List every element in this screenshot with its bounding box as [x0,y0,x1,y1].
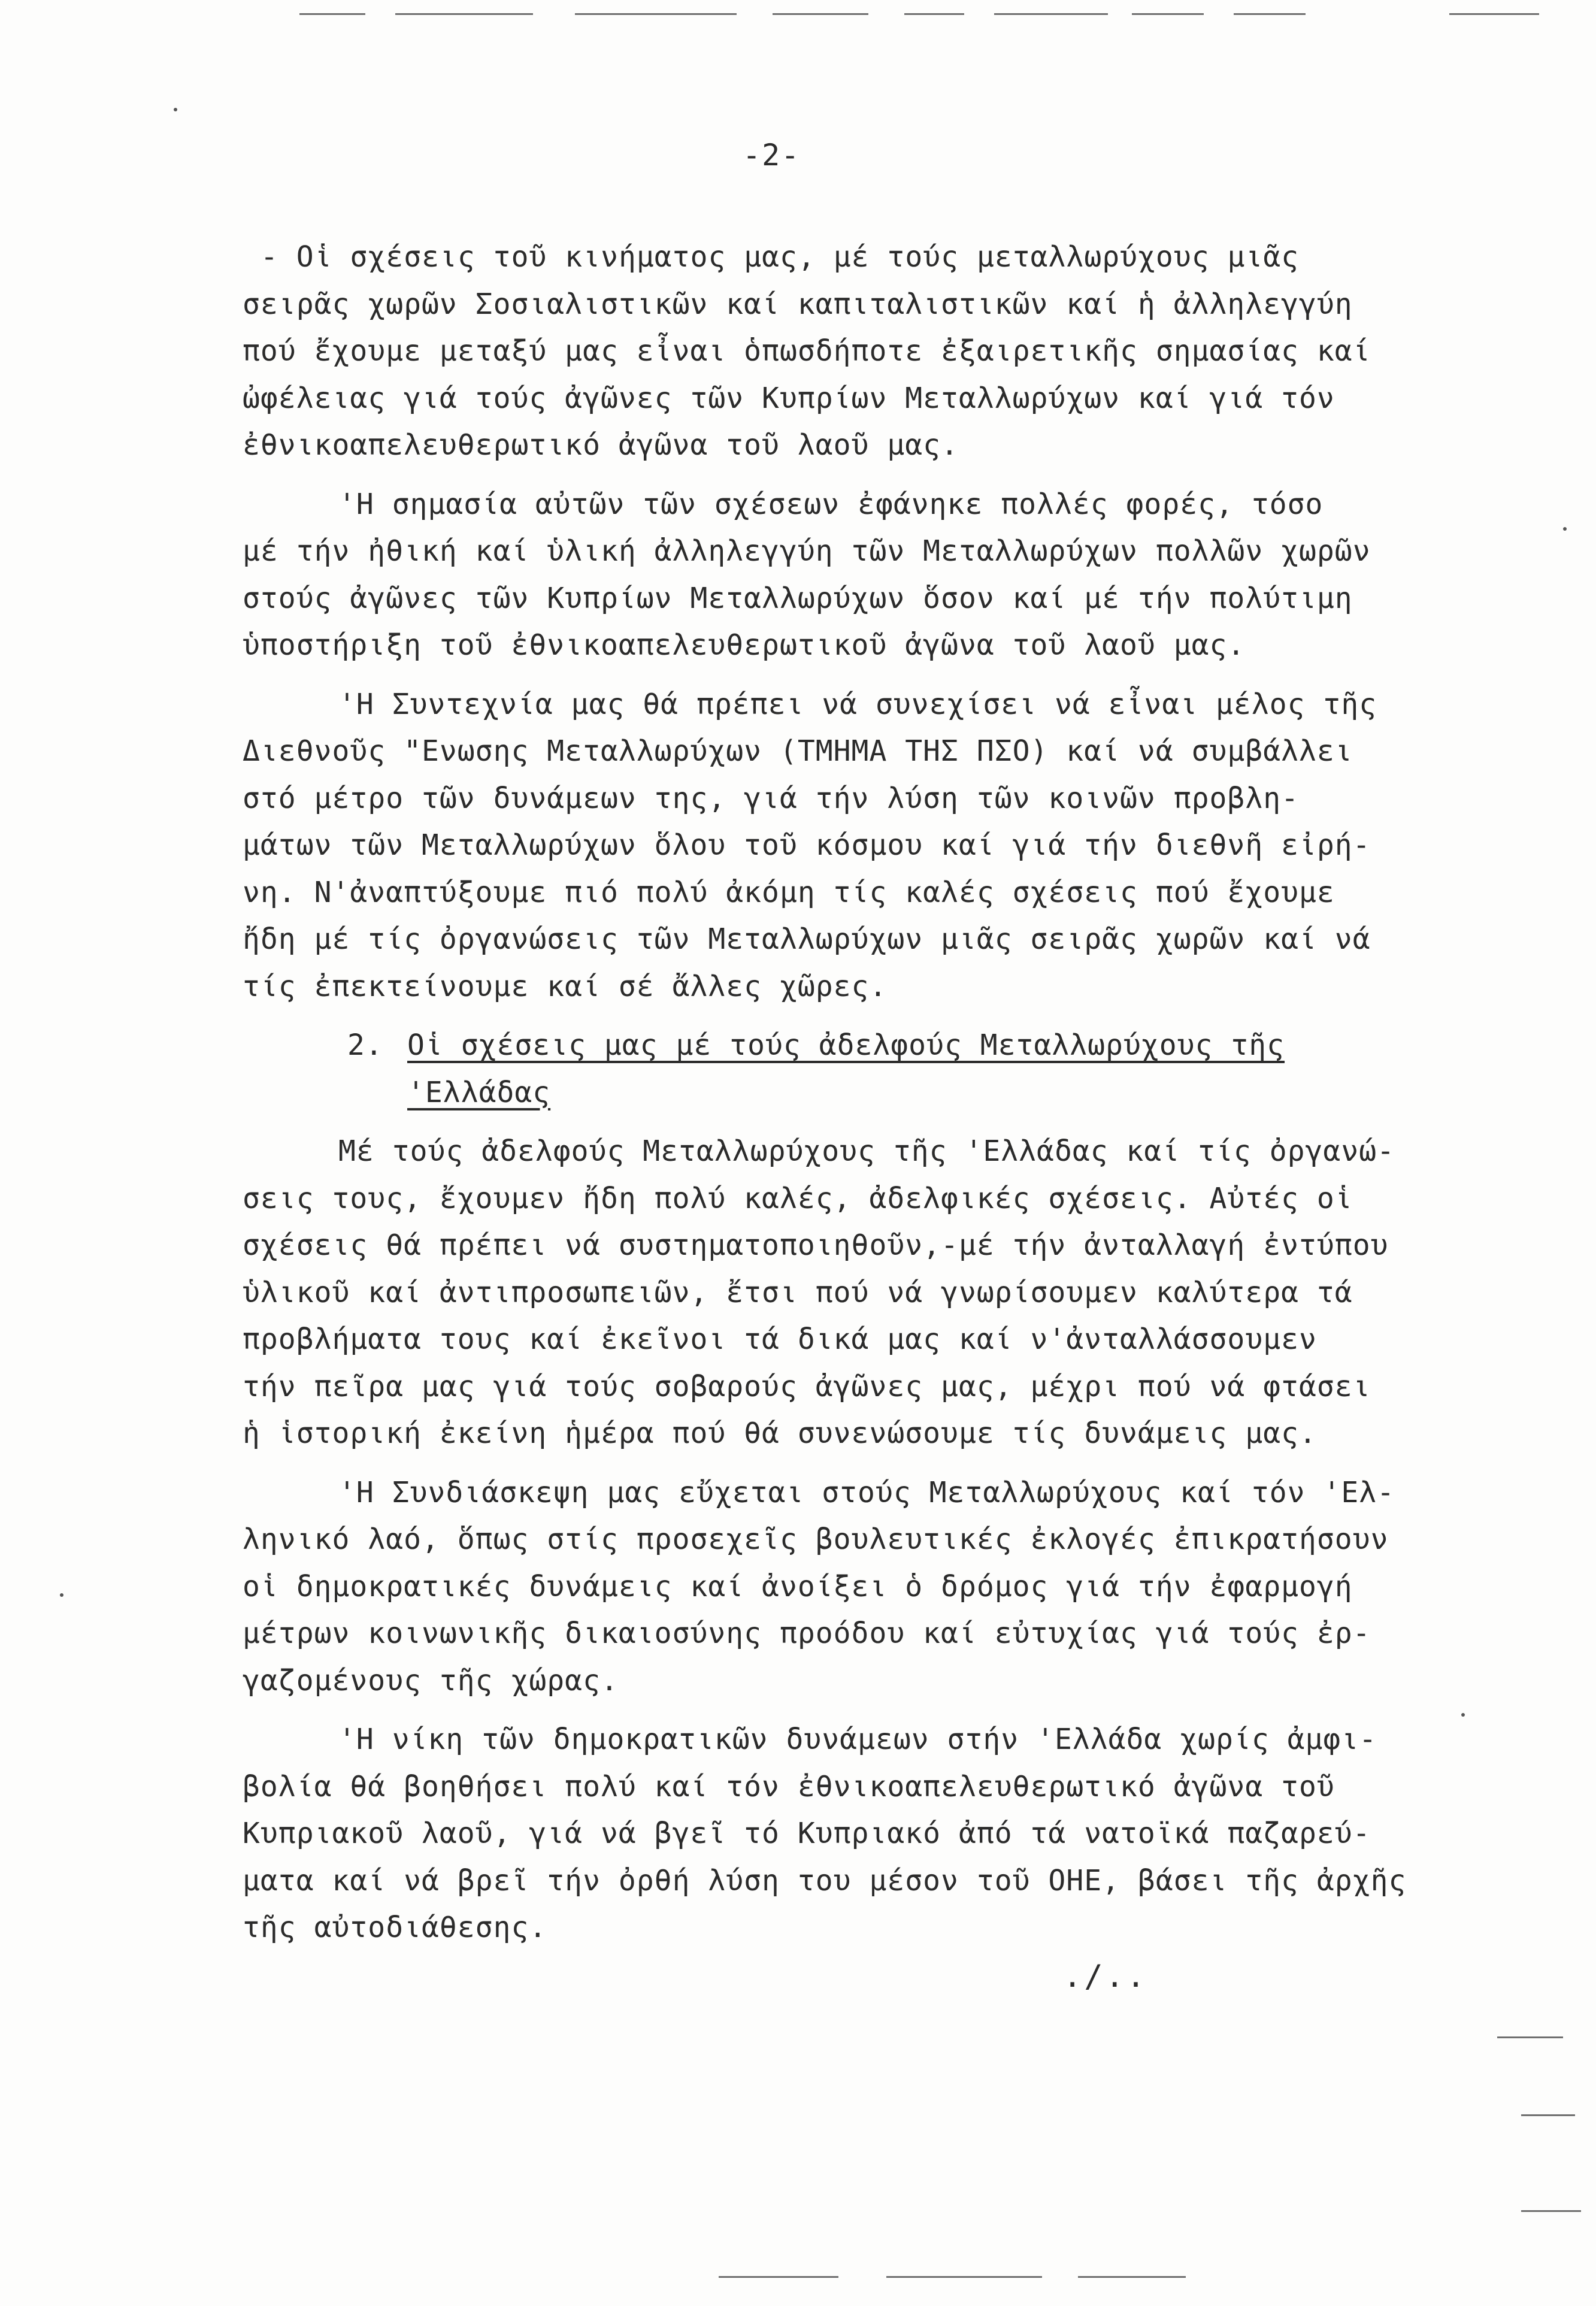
text-line: μέ τήν ἠθική καί ὑλική ἀλληλεγγύη τῶν Μεταλλωρύχων πολλῶν χωρῶν [243,534,1371,568]
paragraph-4 [243,1128,1446,1457]
text-line: ἡ ἱστορική ἐκείνη ἡμέρα πού θά συνενώσουμε τίς δυνάμεις μας. [243,1417,1317,1450]
scan-artifact-bottom-3 [1078,2276,1186,2278]
text-line: τίς ἐπεκτείνουμε καί σέ ἄλλες χῶρες. [243,969,888,1003]
scan-artifact-top-5 [904,13,964,15]
scan-speck-2 [60,1593,63,1597]
section-number: 2. [347,1028,383,1062]
text-line: στό μέτρο τῶν δυνάμεων της, γιά τήν λύση τῶν κοινῶν προβλη- [243,781,1300,815]
text-line: 'Η νίκη τῶν δημοκρατικῶν δυνάμεων στήν 'Ελλάδα χωρίς ἀμφι- [338,1723,1377,1756]
text-line: πού ἔχουμε μεταξύ μας εἶναι ὁπωσδήποτε ἐξαιρετικῆς σημασίας καί [243,334,1371,368]
text-line: σεις τους, ἔχουμεν ἤδη πολύ καλές, ἀδελφικές σχέσεις. Αὐτές οἱ [243,1181,1353,1215]
scan-artifact-right-1 [1497,2036,1563,2038]
text-line: ὠφέλειας γιά τούς ἀγῶνες τῶν Κυπρίων Μεταλλωρύχων καί γιά τόν [243,381,1335,415]
scan-speck-1 [174,108,177,111]
paragraph-3 [243,681,1446,1010]
text-line: ἐθνικοαπελευθερωτικό ἀγῶνα τοῦ λαοῦ μας. [243,428,959,462]
text-line: Κυπριακοῦ λαοῦ, γιά νά βγεῖ τό Κυπριακό ἀπό τά νατοϊκά παζαρεύ- [243,1817,1371,1850]
text-line: προβλήματα τους καί ἐκεῖνοι τά δικά μας καί ν'ἀνταλλάσσουμεν [243,1323,1317,1356]
text-line: βολία θά βοηθήσει πολύ καί τόν ἐθνικοαπελευθερωτικό ἀγῶνα τοῦ [243,1769,1335,1803]
paragraph-2 [243,481,1446,669]
text-line: 'Η Συνδιάσκεψη μας εὔχεται στούς Μεταλλωρύχους καί τόν 'Ελ- [338,1475,1395,1509]
scan-artifact-bottom-2 [886,2276,1042,2278]
paragraph-6 [243,1716,1446,1951]
scan-artifact-top-4 [773,13,868,15]
text-line: τήν πεῖρα μας γιά τούς σοβαρούς ἀγῶνες μας, μέχρι πού νά φτάσει [243,1369,1371,1403]
section-heading [243,1022,1446,1116]
scan-artifact-right-3 [1521,2210,1581,2212]
scan-artifact-right-2 [1521,2114,1575,2116]
scan-artifact-top-1 [299,13,365,15]
section-heading-line-2 [243,1069,1446,1116]
text-line: 'Η Συντεχνία μας θά πρέπει νά συνεχίσει νά εἶναι μέλος τῆς [338,687,1377,721]
text-line: ἤδη μέ τίς ὀργανώσεις τῶν Μεταλλωρύχων μιᾶς σειρᾶς χωρῶν καί νά [243,922,1371,956]
scan-artifact-top-8 [1234,13,1306,15]
text-line: Διεθνοῦς "Ενωσης Μεταλλωρύχων (ΤΜΗΜΑ ΤΗΣ ΠΣΟ) καί νά συμβάλλει [243,734,1353,768]
text-line: - Οἱ σχέσεις τοῦ κινήματος μας, μέ τούς μεταλλωρύχους μιᾶς [261,240,1300,274]
text-line: οἱ δημοκρατικές δυνάμεις καί ἀνοίξει ὁ δρόμος γιά τήν ἐφαρμογή [243,1569,1353,1603]
text-line: 'Η σημασία αὐτῶν τῶν σχέσεων ἐφάνηκε πολλές φορές, τόσο [338,487,1324,521]
body-text [243,234,1446,1951]
text-line: γαζομένους τῆς χώρας. [243,1663,619,1697]
text-line: νη. Ν'ἀναπτύξουμε πιό πολύ ἀκόμη τίς καλές σχέσεις πού ἔχουμε [243,875,1335,909]
text-line: ὑλικοῦ καί ἀντιπροσωπειῶν, ἔτσι πού νά γνωρίσουμεν καλύτερα τά [243,1275,1353,1309]
scan-speck-4 [1563,527,1567,531]
text-line: σειρᾶς χωρῶν Σοσιαλιστικῶν καί καπιταλιστικῶν καί ἡ ἀλληλεγγύη [243,287,1353,321]
text-line: μέτρων κοινωνικῆς δικαιοσύνης προόδου καί εὐτυχίας γιά τούς ἐρ- [243,1617,1371,1650]
section-heading-line-1 [243,1022,1446,1069]
continuation-mark: ./.. [1063,1959,1148,1995]
section-title: Οἱ σχέσεις μας μέ τούς ἀδελφούς Μεταλλωρύχους τῆς [407,1028,1285,1062]
text-line: ὑποστήριξη τοῦ ἐθνικοαπελευθερωτικοῦ ἀγῶνα τοῦ λαοῦ μας. [243,628,1246,662]
scan-artifact-bottom-1 [719,2276,838,2278]
section-title-continued: 'Ελλάδας [407,1075,551,1109]
scan-artifact-top-7 [1132,13,1204,15]
scan-artifact-top-3 [575,13,737,15]
paragraph-1 [243,234,1446,469]
text-line: στούς ἀγῶνες τῶν Κυπρίων Μεταλλωρύχων ὅσον καί μέ τήν πολύτιμη [243,581,1353,615]
scan-artifact-top-2 [395,13,533,15]
scan-artifact-top-6 [994,13,1108,15]
text-line: σχέσεις θά πρέπει νά συστηματοποιηθοῦν,-μέ τήν ἀνταλλαγή ἐντύπου [243,1228,1389,1262]
text-line: Μέ τούς ἀδελφούς Μεταλλωρύχους τῆς 'Ελλάδας καί τίς ὀργανώ- [338,1134,1395,1168]
scan-speck-3 [1461,1713,1465,1717]
page-number: -2- [743,138,801,173]
text-line: ληνικό λαό, ὅπως στίς προσεχεῖς βουλευτικές ἐκλογές ἐπικρατήσουν [243,1523,1389,1556]
scan-artifact-top-9 [1449,13,1539,15]
paragraph-5 [243,1469,1446,1705]
text-line: μάτων τῶν Μεταλλωρύχων ὅλου τοῦ κόσμου καί γιά τήν διεθνῆ εἰρή- [243,828,1371,862]
text-line: ματα καί νά βρεῖ τήν ὀρθή λύση του μέσον τοῦ ΟΗΕ, βάσει τῆς ἀρχῆς [243,1863,1407,1898]
text-line: τῆς αὐτοδιάθεσης. [243,1911,547,1944]
